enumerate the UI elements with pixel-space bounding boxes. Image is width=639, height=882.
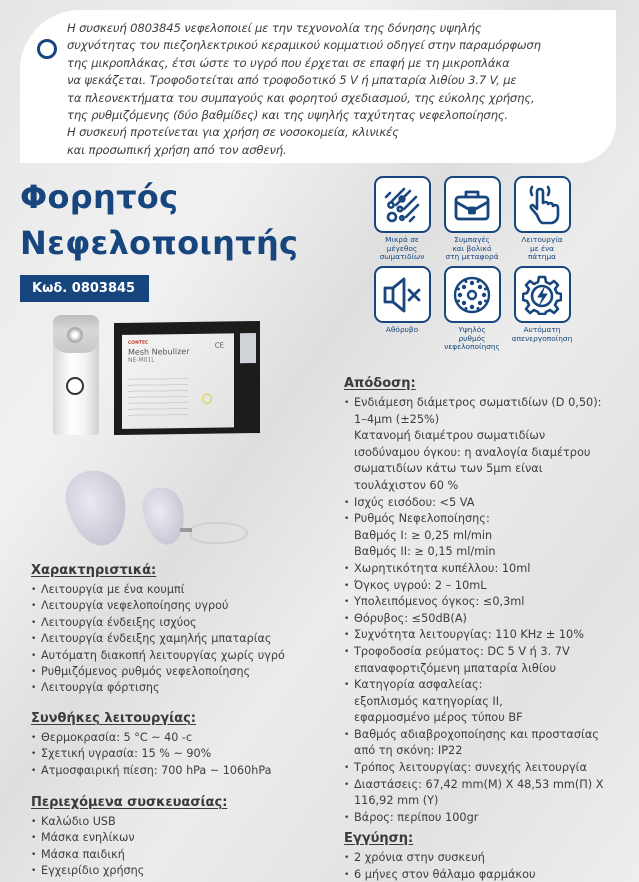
product-box-image (114, 321, 260, 435)
box-ring-graphic (202, 394, 212, 404)
title-line-1: Φορητός (20, 178, 179, 216)
box-brand: CONTEC (128, 340, 149, 346)
intro-line: και προσωπική χρήση από τον ασθενή. (67, 142, 287, 157)
device-head (53, 315, 99, 353)
section-heading: Χαρακτηριστικά: (31, 563, 157, 578)
particles-icon (382, 185, 422, 225)
list-item: • Λειτουργία νεφελοποίησης υγρού (31, 598, 285, 614)
package-contents-section (31, 794, 227, 880)
box-title: Mesh Nebulizer (128, 346, 190, 357)
intro-line: Η συσκευή προτείνεται για χρήση σε νοσοκομεία, κλινικές (67, 125, 399, 140)
section-heading: Απόδοση: (344, 376, 416, 391)
spec-item: • Ρυθμός Νεφελοποίησης: Βαθμός Ι: ≥ 0,25 ml/min Βαθμός ΙΙ: ≥ 0,15 ml/min (344, 511, 604, 561)
spec-item: • Όγκος υγρού: 2 – 10mL (344, 578, 604, 595)
feature-compact: Συμπαγές και βολικό στη μεταφορά (433, 176, 511, 262)
spec-item: • Θόρυβος: ≤50dB(A) (344, 611, 604, 628)
intro-line: να ψεκάζεται. Τροφοδοτείται από τροφοδοτικό 5 V ή μπαταρία λιθίου 3.7 V, με (67, 73, 517, 88)
box-front (122, 333, 234, 429)
ce-mark: CE (214, 341, 224, 350)
gear-power-icon (522, 275, 562, 315)
section-heading: Περιεχόμενα συσκευασίας: (31, 795, 228, 810)
section-heading: Εγγύηση: (344, 831, 414, 846)
spec-item: • Τροφοδοσία ρεύματος: DC 5 V ή 3. 7V επαναφορτιζόμενη μπαταρία λιθίου (344, 644, 604, 677)
feature-auto-off: Αυτόματη απενεργοποίηση (503, 266, 581, 343)
adult-mask-image (61, 465, 134, 551)
page-title (20, 174, 298, 266)
feature-small-particles: Μικρά σε μέγεθος σωματιδίων (363, 176, 441, 262)
touch-hand-icon (522, 185, 562, 225)
list-item: • Καλώδιο USB (31, 814, 227, 830)
list-item: • Σχετική υγρασία: 15 % ~ 90% (31, 746, 271, 762)
briefcase-icon (452, 185, 492, 225)
list-item: • Λειτουργία με ένα κουμπί (31, 582, 285, 598)
spec-item: • Συχνότητα λειτουργίας: 110 KHz ± 10% (344, 627, 604, 644)
list-item: • Λειτουργία φόρτισης (31, 680, 285, 696)
child-mask-image (139, 484, 188, 548)
characteristics-section (31, 562, 285, 697)
usb-cable-image (190, 522, 248, 544)
feature-one-touch: Λειτουργία με ένα πάτημα (503, 176, 581, 262)
list-item: • Ατμοσφαιρική πίεση: 700 hPa ~ 1060hPa (31, 763, 271, 779)
spec-item: • Βάρος: περίπου 100gr (344, 810, 604, 827)
intro-line: της ρυθμιζόμενης (δύο βαθμίδες) και της υψηλής ταχύτητας νεφελοποίησης. (67, 108, 508, 123)
title-line-2: Νεφελοποιητής (20, 224, 299, 262)
list-item: • 2 χρόνια στην συσκευή (344, 850, 536, 867)
spec-item: • Κατηγορία ασφαλείας: εξοπλισμός κατηγορίας II, εφαρμοσμένο μέρος τύπου BF (344, 677, 604, 727)
spec-item: • Τρόπος λειτουργίας: συνεχής λειτουργία (344, 760, 604, 777)
intro-line: της μικροπλάκας, έτσι ώστε το υγρό που έρχεται σε επαφή με τη μικροπλάκα (67, 55, 510, 70)
box-label-lines (128, 378, 188, 419)
list-item: • Λειτουργία ένδειξης χαμηλής μπαταρίας (31, 631, 285, 647)
device-power-button-image (66, 377, 84, 395)
circle-bullet-icon (37, 39, 57, 59)
list-item: • Αυτόματη διακοπή λειτουργίας χωρίς υγρό (31, 648, 285, 664)
feature-silent: Αθόρυβο (363, 266, 441, 335)
box-side-label (240, 333, 256, 363)
intro-line: συχνότητας του πιεζοηλεκτρικού κεραμικού κομματιού οδηγεί στην παραμόρφωση (67, 38, 541, 53)
performance-section (344, 375, 604, 826)
spec-item: • Ισχύς εισόδου: <5 VA (344, 495, 604, 512)
box-model: NE-M01L (128, 356, 155, 364)
intro-description (67, 20, 612, 159)
spec-item: • Βαθμός αδιαβροχοποίησης και προστασίας από τη σκόνη: IP22 (344, 727, 604, 760)
list-item: • Ρυθμιζόμενος ρυθμός νεφελοποίησης (31, 664, 285, 680)
list-item: • 6 μήνες στον θάλαμο φαρμάκου (344, 867, 536, 882)
spec-item: • Ενδιάμεση διάμετρος σωματιδίων (D 0,50): 1–4μm (±25%) Κατανομή διαμέτρου σωματιδίων ισοδύναμου όγκου: η αναλογία διαμέτρου σωματιδίων κάτω των 5μm είναι τουλάχιστον 60 % (344, 395, 604, 495)
nebulizer-device-image (53, 315, 99, 435)
list-item: • Θερμοκρασία: 5 °C ~ 40 -c (31, 730, 271, 746)
list-item: • Εγχειρίδιο χρήσης (31, 863, 227, 879)
feature-high-rate: Υψηλός ρυθμός νεφελοποίησης (433, 266, 511, 352)
intro-line: τα πλεονεκτήματα του συμπαγούς και φορητού σχεδιασμού, της εύκολης χρήσης, (67, 90, 535, 105)
spec-item: • Διαστάσεις: 67,42 mm(M) X 48,53 mm(Π) X 116,92 mm (Y) (344, 777, 604, 810)
spec-item: • Χωρητικότητα κυπέλλου: 10ml (344, 561, 604, 578)
section-heading: Συνθήκες λειτουργίας: (31, 711, 197, 726)
mesh-disc-icon (452, 275, 492, 315)
product-image (50, 310, 310, 550)
list-item: • Λειτουργία ένδειξης ισχύος (31, 615, 285, 631)
list-item: • Μάσκα ενηλίκων (31, 830, 227, 846)
spec-item: • Υπολειπόμενος όγκος: ≤0,3ml (344, 594, 604, 611)
list-item: • Μάσκα παιδική (31, 847, 227, 863)
operating-conditions-section (31, 710, 271, 779)
speaker-mute-icon (382, 275, 422, 315)
warranty-section (344, 830, 536, 882)
product-code-badge: Κωδ. 0803845 (20, 275, 149, 302)
intro-line: Η συσκευή 0803845 νεφελοποιεί με την τεχνονολία της δόνησης υψηλής (67, 21, 482, 35)
